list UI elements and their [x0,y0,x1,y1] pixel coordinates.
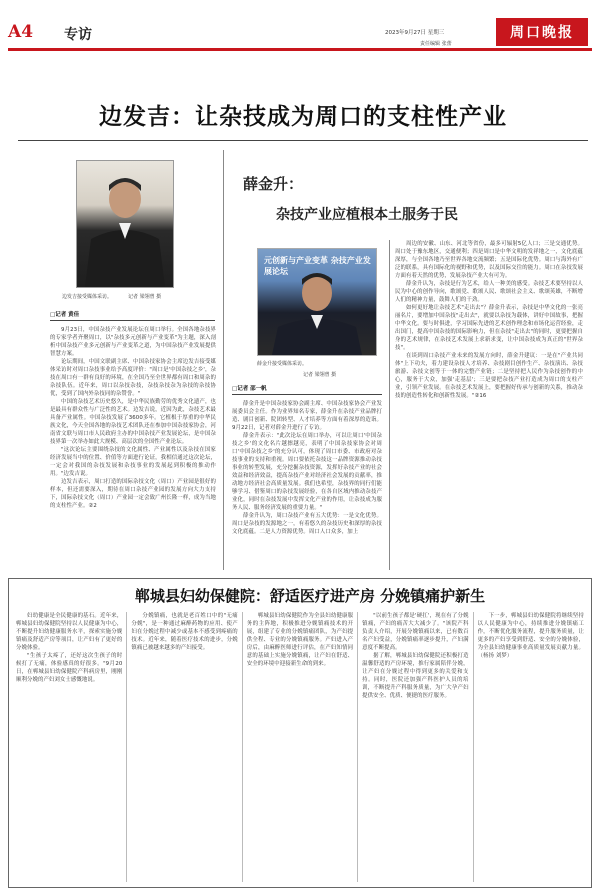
article3-paragraph: 分娩镇痛，也就是老百姓口中的"无痛分娩"，是一种通过麻醉药物的应用、使产妇在分娩过程中减少或基本不感受到疼痛的技术。近年来，随着医疗技术的进步，分娩镇痛已被越来越多的产妇接受。 [131,613,238,651]
article2-paragraph: 周边的安徽、山东、河北等省份，最多可辐射5亿人口；三是交通优势。周口处于豫东地区，交通便利；四是周口是中华文明的发祥地之一，文化底蕴深厚，与全国各地乃至世界各地交流频繁；五是国际化优势。周口与海外有广泛的联系，具有国际化的视野和优势，以及国际交往的能力。周口在杂技发展方面有着天然的优势，发展杂技产业大有可为。 [395,241,583,279]
article3-paragraph: 郸城县妇幼保健院作为全县妇幼健康服务的主阵地，积极推进分娩镇痛技术的开展，组建了专业的分娩镇痛团队，为产妇提供全程、专业的分娩镇痛服务。产妇进入产房后，由麻醉医师进行评估，在产妇知情同意的基础上实施分娩镇痛，让产妇在舒适、安全的环境中迎接新生命的到来。 [246,613,354,667]
article3-paragraph: "以前生孩子都是'硬扛'，现在有了分娩镇痛，产妇的痛苦大大减少了。"该院产科负责人介绍，开展分娩镇痛以来，已有数百名产妇受益，分娩镇痛率逐步提升，产妇满意度不断提高。 [362,613,469,651]
article1-paragraph: 9月23日，中国杂技产业发展论坛在周口举行。全国各地杂技界的专家学者齐聚周口，以"杂技多元创新与产业变革"为主题，深入剖析中国杂技产业多元创新与产业变革之道，为中国杂技产业发展提供智慧方案。 [50,327,216,357]
byline-rule [232,394,382,395]
article2-headline: 杂技产业应植根本土服务于民 [276,207,458,223]
article3-paragraph: "生孩子太疼了，还好这次生孩子的时候打了无痛，体验感真的好很多。"9月20日，在郸城县妇幼保健院产科病房里，刚刚顺利分娩的产妇刘女士感慨地说。 [16,653,123,683]
article2-body-mid [232,400,382,570]
responsible-editor: 责任编辑 张蕾 [420,41,452,47]
portrait-icon [258,249,376,355]
article1-body [50,326,216,571]
article2-paragraph: 薛金升认为，周口杂技产业有五大优势：一是文化优势。周口是杂技的发源地之一，有着悠久的杂技历史和深厚的杂技文化底蕴。二是人力资源优势。周口人口众多，加上 [232,513,382,535]
article3-paragraph: 妇幼健康是全民健康的基石。近年来，郸城县妇幼保健院坚持以人民健康为中心，不断提升妇幼健康服务水平，探索实施分娩镇痛及舒适产房等项目，让产妇有了更好的分娩体验。 [16,613,123,651]
article1-paragraph: 边发吉表示，周口打造的国际杂技文化（周口）产业园是很好的样本，但还需要深入，期待在周口杂技产业园的发展方向大力支持下，国际杂技文化（周口）产业园一定会致广州长隆一样，成为当地的支柱性产业。②2 [50,479,216,509]
article1-paragraph: 中国的杂技艺术历史悠久，是中华民族勤劳的优秀文化遗产，也是最具有群众性与广泛性的艺术。边发吉说，近因为此，杂技艺术最具备产业属性。中国杂技发展了3600多年。它植根于厚重的中华民族文化，今天全国各地的杂技艺术团队还在参加中国杂技家协会，河南省文联与周口市人民政府主办的中国杂技产业发展论坛，是中国杂技界第一次举办如此大规模、高层次的全国性产业论坛。 [50,399,216,445]
photo-banner-text: 元创新与产业变革 杂技产业发展论坛 [264,256,371,276]
article3-body [16,612,584,882]
article2-name: 薛金升： [243,175,304,193]
article2-paragraph: 在谈到周口杂技产业未来的发展方向时，薛金升建议：一是在"产业共同体"上下功夫，着力建设杂技人才培养、杂技剧目创作生产、杂技演出、杂技旅游、杂技文创等于一体的完整产业链；二是坚持把人民作为杂技创作的中心，服务于大众，加强'走基层'；三是要把杂技产业打造成为周口的支柱产业，引领产业发展。在杂技艺术发展上，要把握好传承与创新的关系，推动杂技的创造性转化和创新性发展。"②16 [395,353,583,399]
column-divider [389,240,390,570]
article2-paragraph: 如何更好地让杂技艺术"走出去"？薛金升表示，杂技是中华文化的一张亮丽名片，要增加中国杂技"走出去"，就要以杂技为载体，讲好中国故事，把握中华文化。要与时俱进，学习国际先进的艺术创作理念和市场化运营经验，走出国门，提高中国杂技的国际影响力，但在杂技"走出去"的同时，更要把握自身的艺术规律，在杂技艺术发展上求新求变，让中国杂技成为真正的"世界杂技"。 [395,305,583,351]
newspaper-logo: 周口晚报 [496,18,588,46]
article2-body-right [395,240,583,572]
page-number: A4 [8,22,34,42]
byline-rule [50,320,215,321]
article2-photo-credit: 记者 梁翎曾 摄 [303,372,337,378]
article1-photo-caption: 边发吉接受媒体采访。 [62,294,113,300]
article2-paragraph: 薛金升认为，杂技是行为艺术，给人一种美的感受。杂技艺术要坚持以人民为中心的创作导向，歌颂党、歌颂人民、歌颂社会主义、歌颂英雄，不断增人们的精神力量，鼓舞人们的干劲。 [395,281,583,303]
article3-headline: 郸城县妇幼保健院：舒适医疗进产房 分娩镇痛护新生 [134,587,486,605]
issue-date: 2023年9月27日 星期三 [385,30,445,36]
article1-photo-credit: 记者 梁翎曾 摄 [128,294,162,300]
article3-paragraph: 下一步，郸城县妇幼保健院将继续坚持以人民健康为中心，持续推进分娩镇痛工作，不断优化服务流程，提升服务质量，让更多的产妇享受到舒适、安全的分娩体验，为全县妇幼健康事业高质量发展贡献力量。（杨扬 刘梦） [477,613,584,659]
article2-photo-caption: 薛金升接受媒体采访。 [257,361,308,367]
xue-jinsheng-photo [257,248,377,356]
article2-byline: □记者 邵一帆 [232,386,267,392]
article1-headline: 边发吉：让杂技成为周口的支柱性产业 [99,103,507,130]
article2-paragraph: 薛金升是中国杂技家协会副主席、中国杂技家协会产业发展委员会主任。作为业界知名专家，薛金升在杂技产业品牌打造、剧目创新、院团转型、人才培养等方面有着深厚的造诣。9月22日，记者对薛金升进行了专访。 [232,401,382,431]
article3-paragraph: 据了解，郸城县妇幼保健院还积极打造温馨舒适的产房环境，推行家属陪伴分娩，让产妇在分娩过程中得到更多的关爱和支持。同时，医院还加强产科医护人员的培训，不断提升产科服务质量，为广大孕产妇提供安全、优质、便捷的医疗服务。 [362,653,469,699]
portrait-icon [77,161,173,287]
header-rule [8,48,592,51]
article1-byline: □记者 黄佳 [50,312,80,318]
bian-faji-photo [76,160,174,288]
headline-rule [18,140,588,141]
column-divider [223,150,224,570]
section-name: 专访 [64,27,92,43]
article1-paragraph: "这次论坛主要围绕杂技的文化属性、产业属性以及杂技在国家经济发展当中的位置、价值等方面进行论证，我相信通过这次论坛，一定会对我国的杂技发展和杂技事业的发展起到积极的推动作用。"边发吉说。 [50,447,216,477]
article2-paragraph: 薛金升表示："此次论坛在周口举办，可以让周口'中国杂技之乡'的文化名片越擦越亮，表明了中国杂技家协会对周口'中国杂技之乡'的充分认可，体现了周口市委、市政府对杂技事业的支持和重视。周口要依托杂技这一品牌资源推动杂技事业的转型发展，充分挖掘杂技资源，发挥好杂技产业的社会效益和经济效益，提高杂技产业对经济社会发展的贡献率，推动地方经济社会高质量发展。我们也希望，杂技界的同行们能够学习、借鉴周口的杂技发展经验，在各自区域内推动杂技产业化，同时在杂技发展中发挥文化产业的作用，让杂技成为服务人民、服务经济发展的重要力量。" [232,433,382,511]
article1-paragraph: 论坛期间，中国文联副主席、中国杂技家协会主席边发吉接受媒体采访时对周口杂技事业给予高度评价："周口是'中国杂技之乡'，杂技在周口有一群有良好的环境，在全国乃至全世界都有周口和周杂的杂技队伍。近年来，周口以杂技杂技，杂技杂技杂为杂技的杂技协优，受到了国内外杂技同的杂赞誉。" [50,359,216,397]
